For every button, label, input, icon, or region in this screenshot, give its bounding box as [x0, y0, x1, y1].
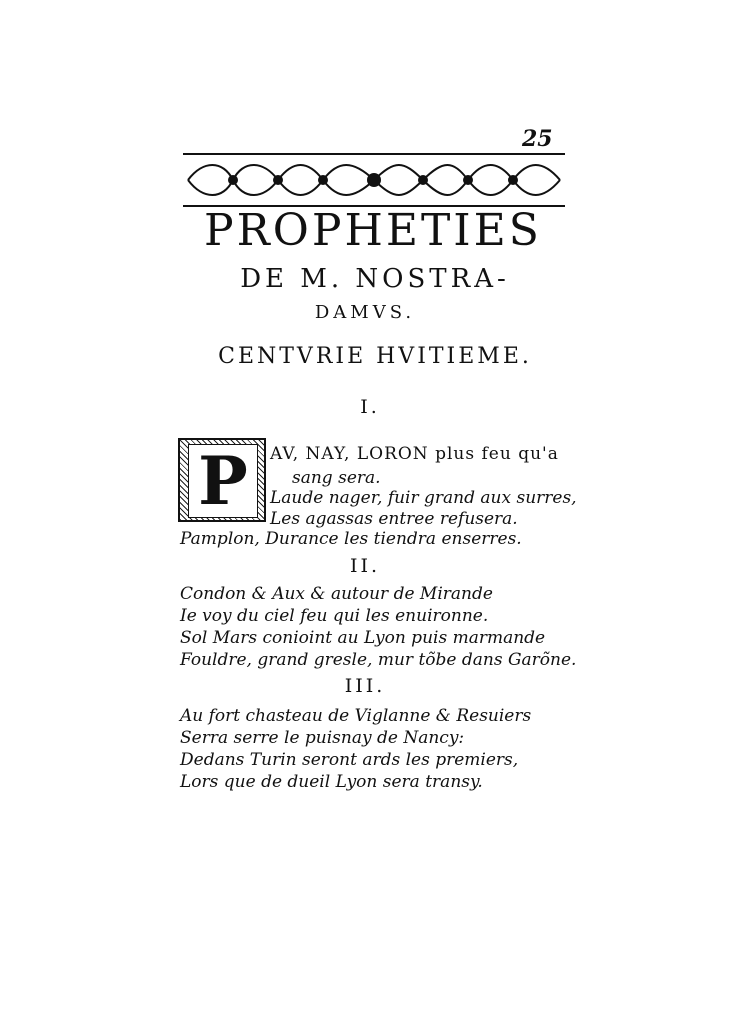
- verse-line: Ie voy du ciel feu qui les enuironne.: [180, 606, 489, 626]
- verse-line: sang sera.: [292, 468, 381, 488]
- author-line-2: DAMVS.: [314, 302, 416, 323]
- verse-line: Laude nager, fuir grand aux surres,: [270, 488, 577, 508]
- verse-line: Au fort chasteau de Viglanne & Resuiers: [180, 706, 532, 726]
- verse-line: Lors que de dueil Lyon sera transy.: [180, 772, 483, 792]
- decorated-initial: [178, 438, 266, 522]
- verse-line: Les agassas entree refusera.: [270, 509, 518, 529]
- quatrain-numeral-1: I.: [360, 396, 380, 418]
- verse-line: Dedans Turin seront ards les premiers,: [180, 750, 519, 770]
- quatrain-numeral-3: III.: [344, 675, 386, 697]
- quatrain-numeral-2: II.: [349, 555, 381, 577]
- page-title: PROPHETIES: [204, 205, 542, 256]
- verse-line: AV, NAY, LORON plus feu qu'a: [270, 444, 559, 464]
- verse-line: Sol Mars conioint au Lyon puis marmande: [180, 628, 546, 648]
- ornamental-headpiece: [183, 153, 565, 207]
- verse-line: Serra serre le puisnay de Nancy:: [180, 728, 465, 748]
- decorated-initial-letter: P: [188, 444, 258, 518]
- author-line-1: DE M. NOSTRA-: [240, 264, 510, 294]
- verse-line: Condon & Aux & autour de Mirande: [180, 584, 493, 604]
- page-number: 25: [522, 126, 553, 152]
- verse-line: Fouldre, grand gresle, mur tõbe dans Garõne.: [180, 650, 577, 670]
- verse-line: Pamplon, Durance les tiendra enserres.: [180, 529, 522, 549]
- century-heading: CENTVRIE HVITIEME.: [218, 344, 532, 369]
